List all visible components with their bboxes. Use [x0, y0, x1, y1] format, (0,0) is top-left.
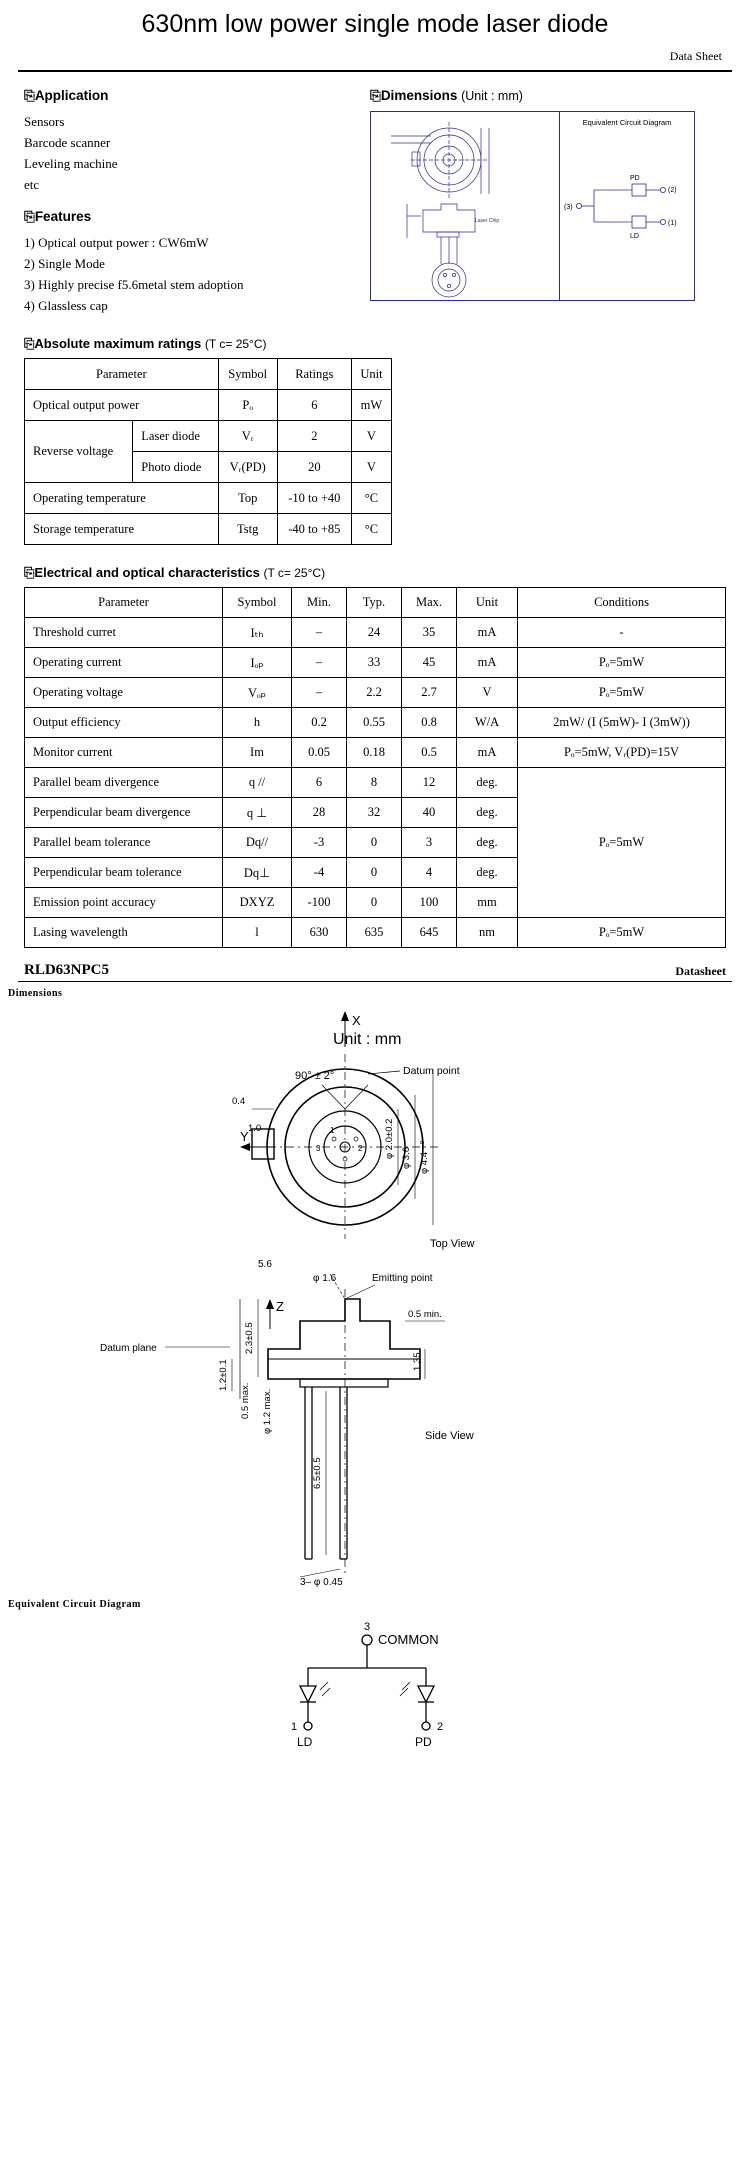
- col-symbol: Symbol: [218, 359, 277, 390]
- ecd-pin1-label: 1: [291, 1721, 298, 1733]
- cell-symbol: h: [223, 708, 292, 738]
- cell-parameter: Storage temperature: [25, 514, 219, 545]
- section-bullet-icon: ⎘: [24, 336, 35, 351]
- svg-text:3: 3: [316, 1144, 321, 1153]
- cell-unit: nm: [457, 918, 518, 948]
- electrical-table: [24, 587, 726, 948]
- cell-parameter: Monitor current: [25, 738, 223, 768]
- section-bullet-icon: ⎘: [24, 209, 35, 224]
- features-heading: ⎘Features: [24, 209, 92, 224]
- dim-1-2: 1.2±0.1: [218, 1359, 229, 1391]
- cell-unit: °C: [351, 514, 391, 545]
- cell-max: 12: [402, 768, 457, 798]
- cell-subparameter: Laser diode: [133, 421, 218, 452]
- cell-conditions: Pₒ=5mW, Vᵣ(PD)=15V: [518, 738, 726, 768]
- col-min: Min.: [292, 588, 347, 618]
- cell-min: -3: [292, 828, 347, 858]
- cell-min: –: [292, 678, 347, 708]
- cell-max: 4: [402, 858, 457, 888]
- cell-parameter: Operating voltage: [25, 678, 223, 708]
- cell-typ: 24: [347, 618, 402, 648]
- dimensions-unit: (Unit : mm): [461, 89, 523, 103]
- cell-conditions: Pₒ=5mW: [518, 768, 726, 918]
- dim-phi16: φ 1.6: [313, 1273, 337, 1284]
- cell-conditions: 2mW/ (I (5mW)- I (3mW)): [518, 708, 726, 738]
- col-max: Max.: [402, 588, 457, 618]
- cell-symbol: q //: [223, 768, 292, 798]
- axis-z-label: Z: [276, 1299, 284, 1314]
- dim-1-0: 1.0: [248, 1123, 262, 1134]
- cell-unit: mm: [457, 888, 518, 918]
- section-bullet-icon: ⎘: [24, 565, 35, 580]
- list-item: 2) Single Mode: [24, 256, 105, 271]
- col-unit: Unit: [457, 588, 518, 618]
- axis-y-label: Y: [240, 1129, 249, 1144]
- cell-min: 28: [292, 798, 347, 828]
- cell-symbol: Vᵣ(PD): [218, 452, 277, 483]
- cell-parameter: Reverse voltage: [25, 421, 133, 483]
- cell-typ: 33: [347, 648, 402, 678]
- list-item: Leveling machine: [24, 156, 118, 171]
- cell-rating: 20: [277, 452, 351, 483]
- table-row: [25, 421, 392, 452]
- col-unit: Unit: [351, 359, 391, 390]
- cell-parameter: Perpendicular beam divergence: [25, 798, 223, 828]
- package-drawing-thumbnail: [371, 112, 559, 300]
- cell-min: –: [292, 648, 347, 678]
- top-columns: [0, 72, 750, 316]
- cell-rating: 6: [277, 390, 351, 421]
- cell-symbol: Im: [223, 738, 292, 768]
- ecd-svg: [0, 1610, 750, 1750]
- pin-1-label: (1): [668, 220, 677, 227]
- ecd-thumbnail-title: Equivalent Circuit Diagram: [582, 118, 672, 127]
- dim-phi44: φ 4.4 ⁻⁰: [419, 1140, 430, 1174]
- pd-label: PD: [630, 175, 640, 182]
- cell-symbol: l: [223, 918, 292, 948]
- chip-label: Laser Chip: [475, 218, 500, 224]
- dim-3-phi045: 3– φ 0.45: [300, 1577, 343, 1588]
- cell-unit: mW: [351, 390, 391, 421]
- ecd-pin2-label: 2: [437, 1721, 444, 1733]
- ecd-common-label: COMMON: [378, 1632, 439, 1647]
- cell-typ: 0: [347, 858, 402, 888]
- dimensions-preview-box: [370, 111, 695, 301]
- table-row: [25, 918, 726, 948]
- col-typ: Typ.: [347, 588, 402, 618]
- cell-parameter: Output efficiency: [25, 708, 223, 738]
- electrical-table-wrap: [0, 587, 750, 948]
- dim-phi36: φ 3.6: [401, 1146, 412, 1169]
- dim-phi20: φ 2.0±0.2: [384, 1118, 395, 1159]
- cell-max: 645: [402, 918, 457, 948]
- top-view-label: Top View: [430, 1238, 475, 1250]
- cell-conditions: Pₒ=5mW: [518, 918, 726, 948]
- cell-unit: V: [457, 678, 518, 708]
- cell-subparameter: Photo diode: [133, 452, 218, 483]
- cell-symbol: Vₒₚ: [223, 678, 292, 708]
- dim-2-3: 2.3±0.5: [244, 1322, 255, 1354]
- ecd-thumbnail: [560, 112, 694, 300]
- cell-max: 3: [402, 828, 457, 858]
- axis-x-label: X: [352, 1013, 361, 1028]
- right-column: [354, 88, 726, 301]
- cell-max: 100: [402, 888, 457, 918]
- dim-0-5min: 0.5 min.: [408, 1309, 442, 1320]
- section-bullet-icon: ⎘: [370, 88, 381, 103]
- cell-typ: 0.55: [347, 708, 402, 738]
- ecd-pin3-label: 3: [364, 1621, 371, 1633]
- cell-unit: deg.: [457, 798, 518, 828]
- list-item: etc: [24, 177, 40, 192]
- cell-parameter: Operating current: [25, 648, 223, 678]
- part-number: RLD63NPC5: [24, 962, 109, 978]
- cell-min: 630: [292, 918, 347, 948]
- emitting-point-label: Emitting point: [372, 1273, 433, 1284]
- list-item: 1) Optical output power : CW6mW: [24, 235, 209, 250]
- angle-label: 90° ± 2°: [295, 1070, 335, 1082]
- cell-symbol: Dq//: [223, 828, 292, 858]
- cell-symbol: Pₒ: [218, 390, 277, 421]
- ld-label: LD: [630, 233, 639, 240]
- cell-max: 40: [402, 798, 457, 828]
- cell-unit: °C: [351, 483, 391, 514]
- list-item: Barcode scanner: [24, 135, 111, 150]
- ecd-ld-label: LD: [297, 1735, 313, 1749]
- dim-0-5max: 0.5 max.: [240, 1382, 251, 1419]
- cell-symbol: Vᵣ: [218, 421, 277, 452]
- cell-parameter: Perpendicular beam tolerance: [25, 858, 223, 888]
- table-row: [25, 768, 726, 798]
- left-column: [24, 88, 354, 316]
- datum-point-label: Datum point: [403, 1065, 460, 1077]
- svg-text:1: 1: [330, 1126, 335, 1135]
- dim-phi12max: φ 1.2 max.: [262, 1388, 273, 1434]
- list-item: Sensors: [24, 114, 65, 129]
- dimensions-heading: ⎘Dimensions (Unit : mm): [370, 88, 523, 103]
- section-bullet-icon: ⎘: [24, 88, 35, 103]
- cell-min: –: [292, 618, 347, 648]
- ecd-area: [0, 1610, 750, 1750]
- cell-typ: 2.2: [347, 678, 402, 708]
- cell-symbol: DXYZ: [223, 888, 292, 918]
- cell-typ: 8: [347, 768, 402, 798]
- table-row: [25, 678, 726, 708]
- cell-symbol: Iₒₚ: [223, 648, 292, 678]
- page-title: 630nm low power single mode laser diode: [141, 10, 609, 38]
- cell-max: 2.7: [402, 678, 457, 708]
- cell-parameter: Operating temperature: [25, 483, 219, 514]
- cell-min: 6: [292, 768, 347, 798]
- dim-1-35: 1.35: [412, 1352, 423, 1371]
- col-parameter: Parameter: [25, 588, 223, 618]
- cell-symbol: q ⊥: [223, 798, 292, 828]
- side-view-label: Side View: [425, 1430, 474, 1442]
- absolute-max-condition: (T c= 25°C): [204, 337, 267, 351]
- cell-unit: deg.: [457, 858, 518, 888]
- cell-unit: mA: [457, 618, 518, 648]
- part-number-row: [0, 948, 750, 979]
- ecd-pd-label: PD: [415, 1735, 432, 1749]
- cell-min: -4: [292, 858, 347, 888]
- dim-6-5: 6.5±0.5: [312, 1457, 323, 1489]
- table-row: [25, 738, 726, 768]
- cell-typ: 0: [347, 828, 402, 858]
- cell-max: 0.8: [402, 708, 457, 738]
- cell-max: 35: [402, 618, 457, 648]
- cell-rating: 2: [277, 421, 351, 452]
- cell-max: 0.5: [402, 738, 457, 768]
- svg-text:2: 2: [358, 1144, 363, 1153]
- cell-parameter: Optical output power: [25, 390, 219, 421]
- cell-unit: deg.: [457, 768, 518, 798]
- dimensions-thumbnail: [371, 112, 560, 300]
- cell-parameter: Parallel beam divergence: [25, 768, 223, 798]
- cell-unit: V: [351, 452, 391, 483]
- list-item: 4) Glassless cap: [24, 298, 108, 313]
- drawing-unit-label: Unit : mm: [333, 1031, 402, 1048]
- cell-typ: 0: [347, 888, 402, 918]
- list-item: 3) Highly precise f5.6metal stem adoption: [24, 277, 244, 292]
- cell-typ: 32: [347, 798, 402, 828]
- col-ratings: Ratings: [277, 359, 351, 390]
- cell-unit: V: [351, 421, 391, 452]
- cell-symbol: Dq⊥: [223, 858, 292, 888]
- cell-unit: deg.: [457, 828, 518, 858]
- cell-symbol: Iₜₕ: [223, 618, 292, 648]
- cell-min: 0.05: [292, 738, 347, 768]
- electrical-heading: ⎘Electrical and optical characteristics (T c= 25°C): [24, 565, 326, 580]
- drawing-svg: [0, 999, 750, 1599]
- drawing-section-label: Dimensions: [8, 988, 63, 999]
- application-heading: ⎘Application: [24, 88, 109, 103]
- cell-typ: 0.18: [347, 738, 402, 768]
- cell-parameter: Lasing wavelength: [25, 918, 223, 948]
- cell-parameter: Threshold curret: [25, 618, 223, 648]
- table-row: [25, 708, 726, 738]
- datum-plane-label: Datum plane: [100, 1343, 157, 1354]
- cell-rating: -40 to +85: [277, 514, 351, 545]
- cell-rating: -10 to +40: [277, 483, 351, 514]
- table-header-row: [25, 359, 392, 390]
- table-row: [25, 618, 726, 648]
- ecd-heading: Equivalent Circuit Diagram: [8, 1599, 141, 1610]
- cell-min: -100: [292, 888, 347, 918]
- cell-conditions: -: [518, 618, 726, 648]
- pin-3-label: (3): [564, 204, 573, 211]
- absolute-max-table: [24, 358, 392, 545]
- cell-typ: 635: [347, 918, 402, 948]
- cell-symbol: Tstg: [218, 514, 277, 545]
- footer-datasheet-label: Datasheet: [675, 964, 726, 978]
- cell-max: 45: [402, 648, 457, 678]
- pin-2-label: (2): [668, 187, 677, 194]
- mechanical-drawing: [0, 999, 750, 1599]
- header-subtitle: Data Sheet: [669, 49, 722, 63]
- col-parameter: Parameter: [25, 359, 219, 390]
- ecd-thumbnail-drawing: [564, 130, 689, 260]
- cell-conditions: Pₒ=5mW: [518, 648, 726, 678]
- dim-0-4: 0.4: [232, 1096, 246, 1107]
- dim-5-6: 5.6: [258, 1259, 272, 1270]
- cell-min: 0.2: [292, 708, 347, 738]
- col-symbol: Symbol: [223, 588, 292, 618]
- table-header-row: [25, 588, 726, 618]
- electrical-condition: (T c= 25°C): [263, 566, 326, 580]
- cell-unit: mA: [457, 648, 518, 678]
- cell-parameter: Emission point accuracy: [25, 888, 223, 918]
- cell-unit: mA: [457, 738, 518, 768]
- absolute-max-heading: ⎘Absolute maximum ratings (T c= 25°C): [24, 336, 267, 351]
- table-row: [25, 514, 392, 545]
- cell-unit: W/A: [457, 708, 518, 738]
- table-row: [25, 648, 726, 678]
- col-conditions: Conditions: [518, 588, 726, 618]
- absolute-max-table-wrap: [0, 358, 750, 545]
- table-row: [25, 483, 392, 514]
- cell-parameter: Parallel beam tolerance: [25, 828, 223, 858]
- cell-conditions: Pₒ=5mW: [518, 678, 726, 708]
- cell-symbol: Top: [218, 483, 277, 514]
- table-row: [25, 390, 392, 421]
